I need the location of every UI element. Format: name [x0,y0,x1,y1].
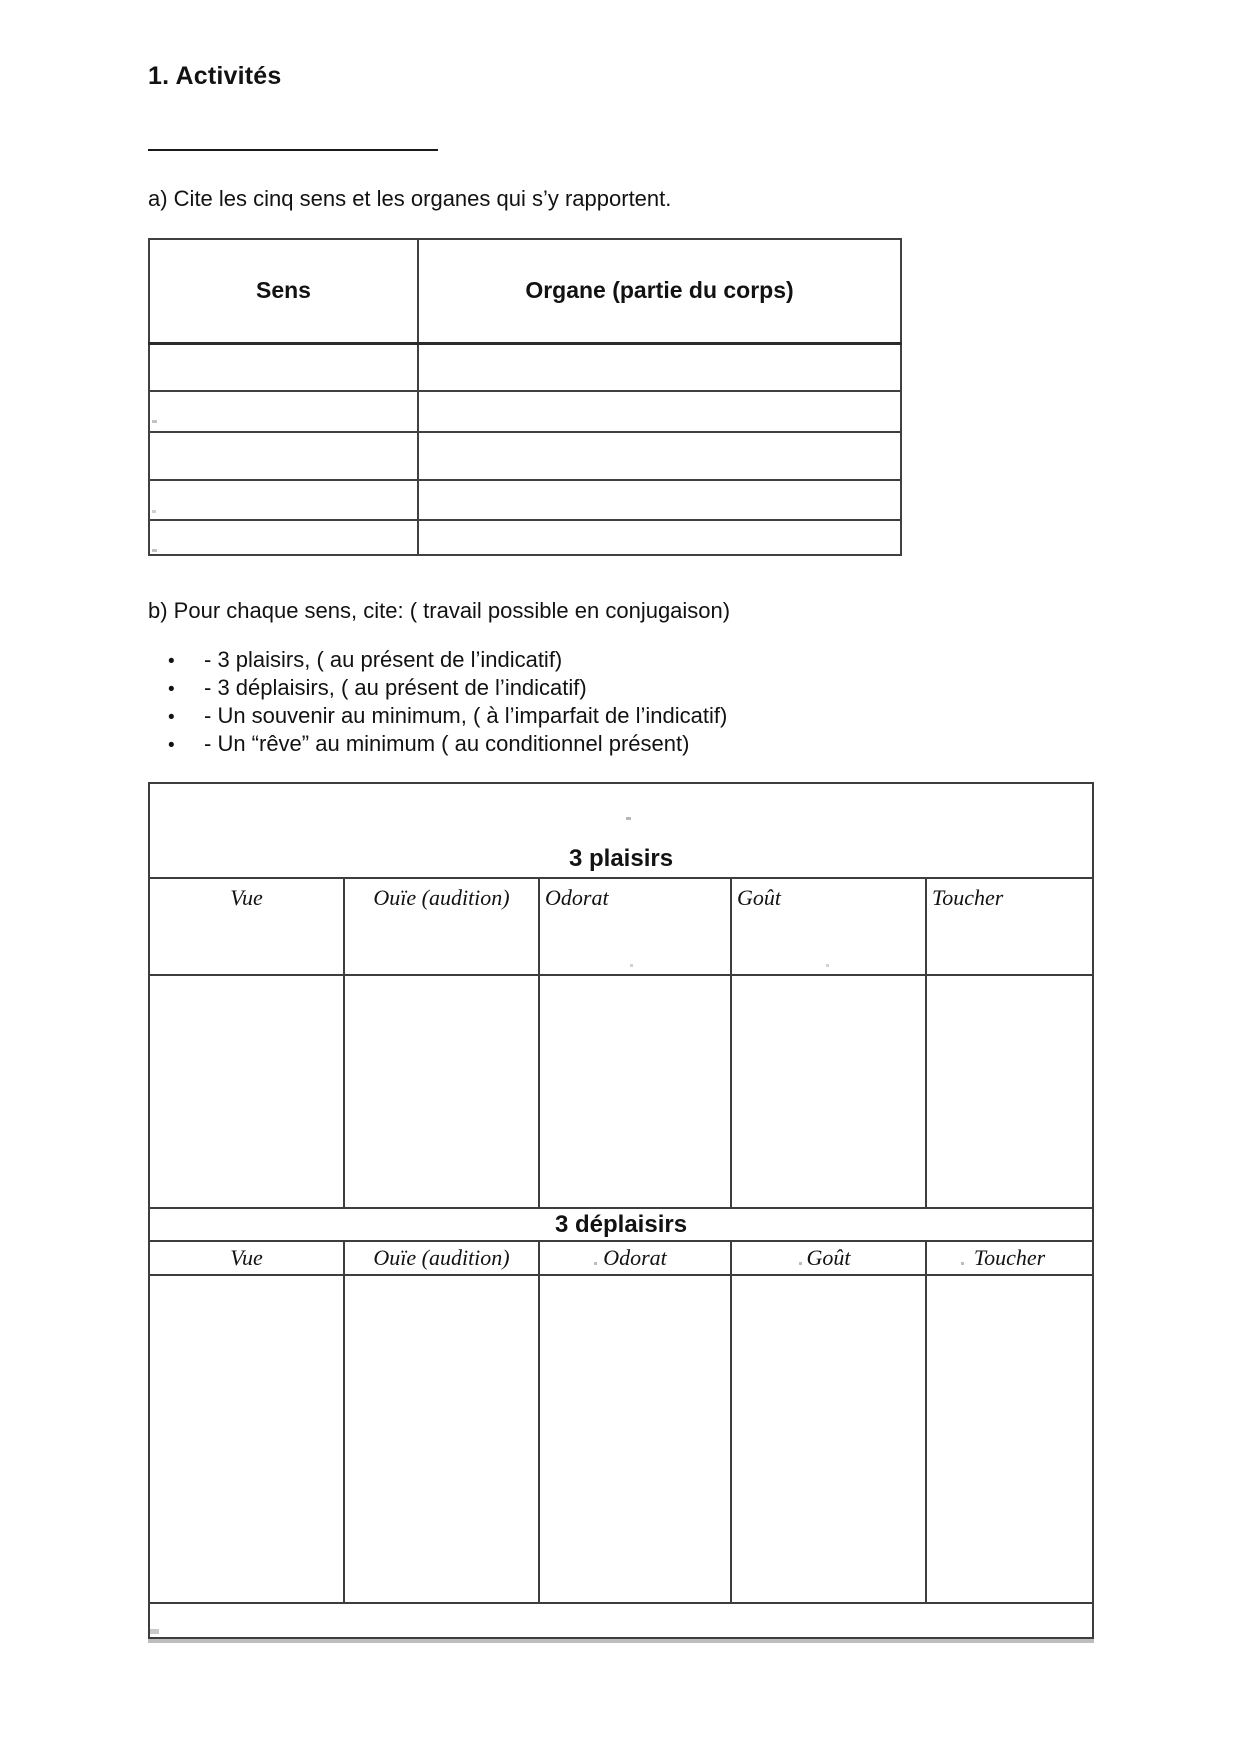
plaisirs-title: 3 plaisirs [149,783,1093,878]
bullet-text: - Un “rêve” au minimum ( au conditionnel présent) [204,731,690,756]
empty-cell [149,520,418,555]
empty-cell [539,1275,731,1603]
bullet-icon: • [168,679,175,700]
bullet-text: - 3 déplaisirs, ( au présent de l’indicatif) [204,675,587,700]
page-title: 1. Activités [148,62,282,90]
empty-cell [731,1275,926,1603]
empty-cell [418,343,901,391]
column-header-odorat: Odorat [539,1241,731,1275]
empty-cell [418,480,901,520]
column-header-vue: Vue [149,878,344,975]
empty-cell [731,975,926,1208]
empty-cell [149,1275,344,1603]
empty-cell [344,975,539,1208]
table-row [149,343,901,391]
bullet-icon: • [168,707,175,728]
horizontal-rule [148,149,438,151]
scan-artifact-dot [152,549,157,552]
table-row [149,432,901,480]
deplaisirs-body-row [149,1275,1093,1603]
plaisirs-header-row [149,878,1093,975]
scan-artifact-dot [152,420,157,423]
scan-artifact-dot [150,1629,159,1634]
sens-column-header: Sens [149,239,418,343]
bullet-list [168,646,727,758]
sens-organe-table [148,238,902,556]
table-row [149,480,901,520]
scan-artifact-dot [961,1262,964,1265]
empty-cell [344,1275,539,1603]
column-header-odorat: Odorat [539,878,731,975]
section-b-label: b) Pour chaque sens, cite: ( travail possible en conjugaison) [148,598,731,623]
empty-cell [149,343,418,391]
list-item [168,646,727,674]
empty-cell [149,391,418,432]
column-header-vue: Vue [149,1241,344,1275]
empty-cell [149,480,418,520]
empty-cell [926,975,1093,1208]
empty-cell [149,1603,1093,1638]
empty-cell [149,975,344,1208]
deplaisirs-title: 3 déplaisirs [149,1208,1093,1241]
sens-table-header-row [149,239,901,343]
empty-cell [539,975,731,1208]
list-item [168,730,727,758]
bullet-text: - 3 plaisirs, ( au présent de l’indicatif) [204,647,563,672]
bullet-icon: • [168,735,175,756]
table-row [149,391,901,432]
scan-artifact-dot [826,964,829,967]
column-header-gout: Goût [731,878,926,975]
deplaisirs-header-row [149,1241,1093,1275]
bullet-text: - Un souvenir au minimum, ( à l’imparfait de l’indicatif) [204,703,728,728]
column-header-ouie: Ouïe (audition) [344,878,539,975]
table-row [149,520,901,555]
list-item [168,702,727,730]
plaisirs-title-row [149,783,1093,878]
empty-cell [418,432,901,480]
scan-artifact-dot [152,510,156,513]
bullet-icon: • [168,651,175,672]
scan-artifact-dot [799,1262,802,1265]
scan-artifact-dot [594,1262,597,1265]
column-header-toucher: Toucher [926,878,1093,975]
footer-empty-row [149,1603,1093,1638]
empty-cell [418,391,901,432]
scan-artifact-dot [630,964,633,967]
organe-column-header: Organe (partie du corps) [418,239,901,343]
list-item [168,674,727,702]
section-a-label: a) Cite les cinq sens et les organes qui s’y rapportent. [148,186,672,211]
column-header-gout: Goût [731,1241,926,1275]
plaisirs-deplaisirs-table [148,782,1094,1639]
empty-cell [418,520,901,555]
empty-cell [149,432,418,480]
column-header-toucher: Toucher [926,1241,1093,1275]
scan-artifact-dot [626,817,631,820]
empty-cell [926,1275,1093,1603]
plaisirs-body-row [149,975,1093,1208]
column-header-ouie: Ouïe (audition) [344,1241,539,1275]
deplaisirs-title-row [149,1208,1093,1241]
